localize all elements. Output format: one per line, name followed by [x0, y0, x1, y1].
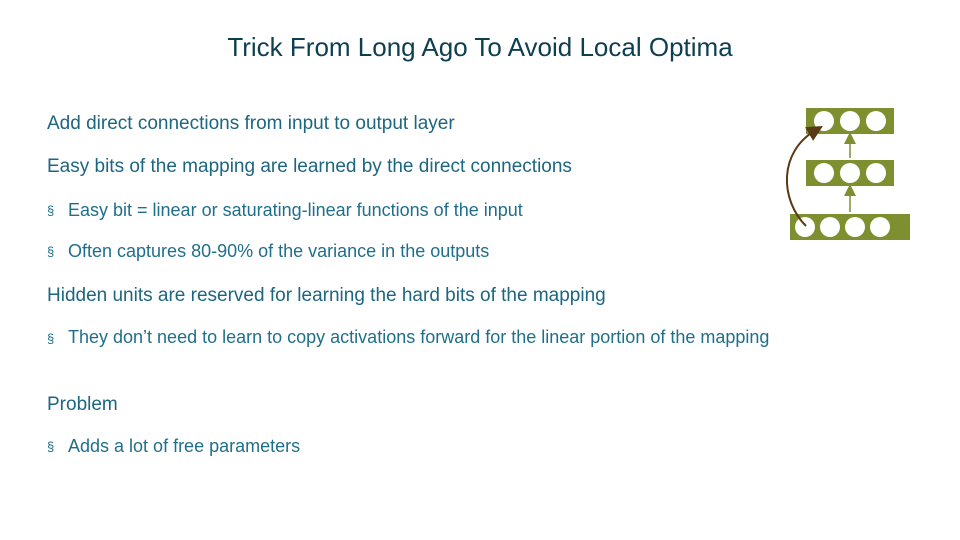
input-node	[870, 217, 890, 237]
subpoint-text: They don’t need to learn to copy activations forward for the linear portion of the mapping	[68, 327, 770, 347]
point-easy-bits: Easy bits of the mapping are learned by the direct connections	[47, 156, 572, 177]
point-problem: Problem	[47, 394, 118, 415]
hidden-node	[814, 163, 834, 183]
output-node	[814, 111, 834, 131]
subpoint-free-parameters	[47, 435, 300, 458]
point-hidden-units: Hidden units are reserved for learning the hard bits of the mapping	[47, 285, 606, 306]
subpoint-easy-bit-definition	[47, 199, 523, 222]
slide-title: Trick From Long Ago To Avoid Local Optima	[227, 32, 733, 62]
bullet-icon: §	[47, 244, 55, 259]
bullet-icon: §	[47, 331, 55, 346]
bullet-icon: §	[47, 203, 55, 218]
output-node	[866, 111, 886, 131]
hidden-node	[840, 163, 860, 183]
input-node	[795, 217, 815, 237]
input-node	[820, 217, 840, 237]
subpoint-text: Adds a lot of free parameters	[68, 436, 301, 456]
output-node	[840, 111, 860, 131]
output-layer	[806, 108, 894, 134]
subpoint-text: Easy bit = linear or saturating-linear functions of the input	[68, 200, 523, 220]
network-diagram	[780, 100, 920, 250]
point-direct-connections: Add direct connections from input to output layer	[47, 113, 455, 134]
hidden-layer	[806, 160, 894, 186]
subpoint-variance	[47, 240, 489, 263]
subpoint-copy-activations	[47, 327, 898, 348]
input-layer	[790, 214, 910, 240]
input-node	[845, 217, 865, 237]
bullet-icon: §	[47, 439, 55, 454]
hidden-node	[866, 163, 886, 183]
subpoint-text: Often captures 80-90% of the variance in the outputs	[68, 241, 490, 261]
